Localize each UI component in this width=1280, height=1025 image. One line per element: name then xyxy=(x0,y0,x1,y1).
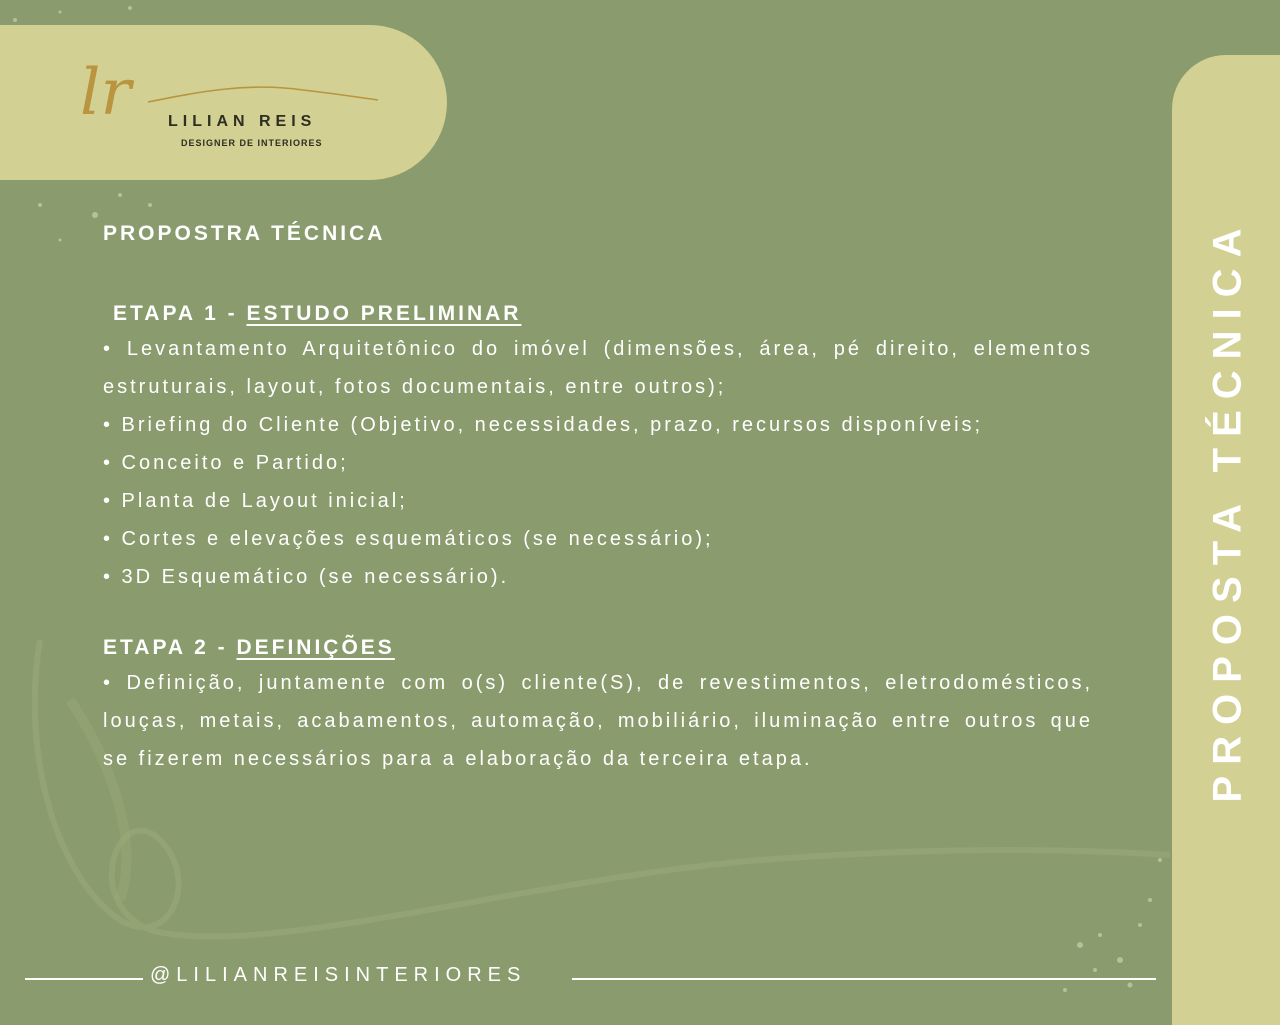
proposal-content xyxy=(103,222,1093,778)
list-item: • Definição, juntamente com o(s) cliente(S), de revestimentos, eletrodomésticos, louças, metais, acabamentos, automação, mobiliário, iluminação entre outros que se fizerem necessários para a elaboração da terceira etapa. xyxy=(103,672,1093,770)
stage-2-list xyxy=(103,664,1093,778)
stage-1-name: ESTUDO PRELIMINAR xyxy=(246,302,522,325)
page-title: PROPOSTRA TÉCNICA xyxy=(103,222,386,245)
stage-2-prefix: ETAPA 2 - xyxy=(103,636,237,659)
footer-divider-right xyxy=(572,978,1156,980)
list-item: • Conceito e Partido; xyxy=(103,452,349,474)
list-item: • Briefing do Cliente (Objetivo, necessidades, prazo, recursos disponíveis; xyxy=(103,414,984,436)
logo-subtitle: DESIGNER DE INTERIORES xyxy=(181,138,323,148)
stage-1-prefix: ETAPA 1 - xyxy=(113,302,247,325)
list-item: • 3D Esquemático (se necessário). xyxy=(103,566,510,588)
logo-monogram: lr xyxy=(80,56,132,130)
list-item: • Planta de Layout inicial; xyxy=(103,490,408,512)
stage-2-name: DEFINIÇÕES xyxy=(236,636,395,659)
logo-name: LILIAN REIS xyxy=(168,113,317,130)
stage-2-title xyxy=(103,636,1093,660)
footer-divider-left xyxy=(25,978,143,980)
stage-1-title xyxy=(103,302,1093,326)
list-item: • Cortes e elevações esquemáticos (se necessário); xyxy=(103,528,714,550)
stage-1-list xyxy=(103,330,1093,596)
side-title: PROPOSTA TÉCNICA xyxy=(1205,217,1250,803)
list-item: • Levantamento Arquitetônico do imóvel (dimensões, área, pé direito, elementos estruturais, layout, fotos documentais, entre outros); xyxy=(103,338,1093,398)
social-handle: @LILIANREISINTERIORES xyxy=(150,964,527,986)
